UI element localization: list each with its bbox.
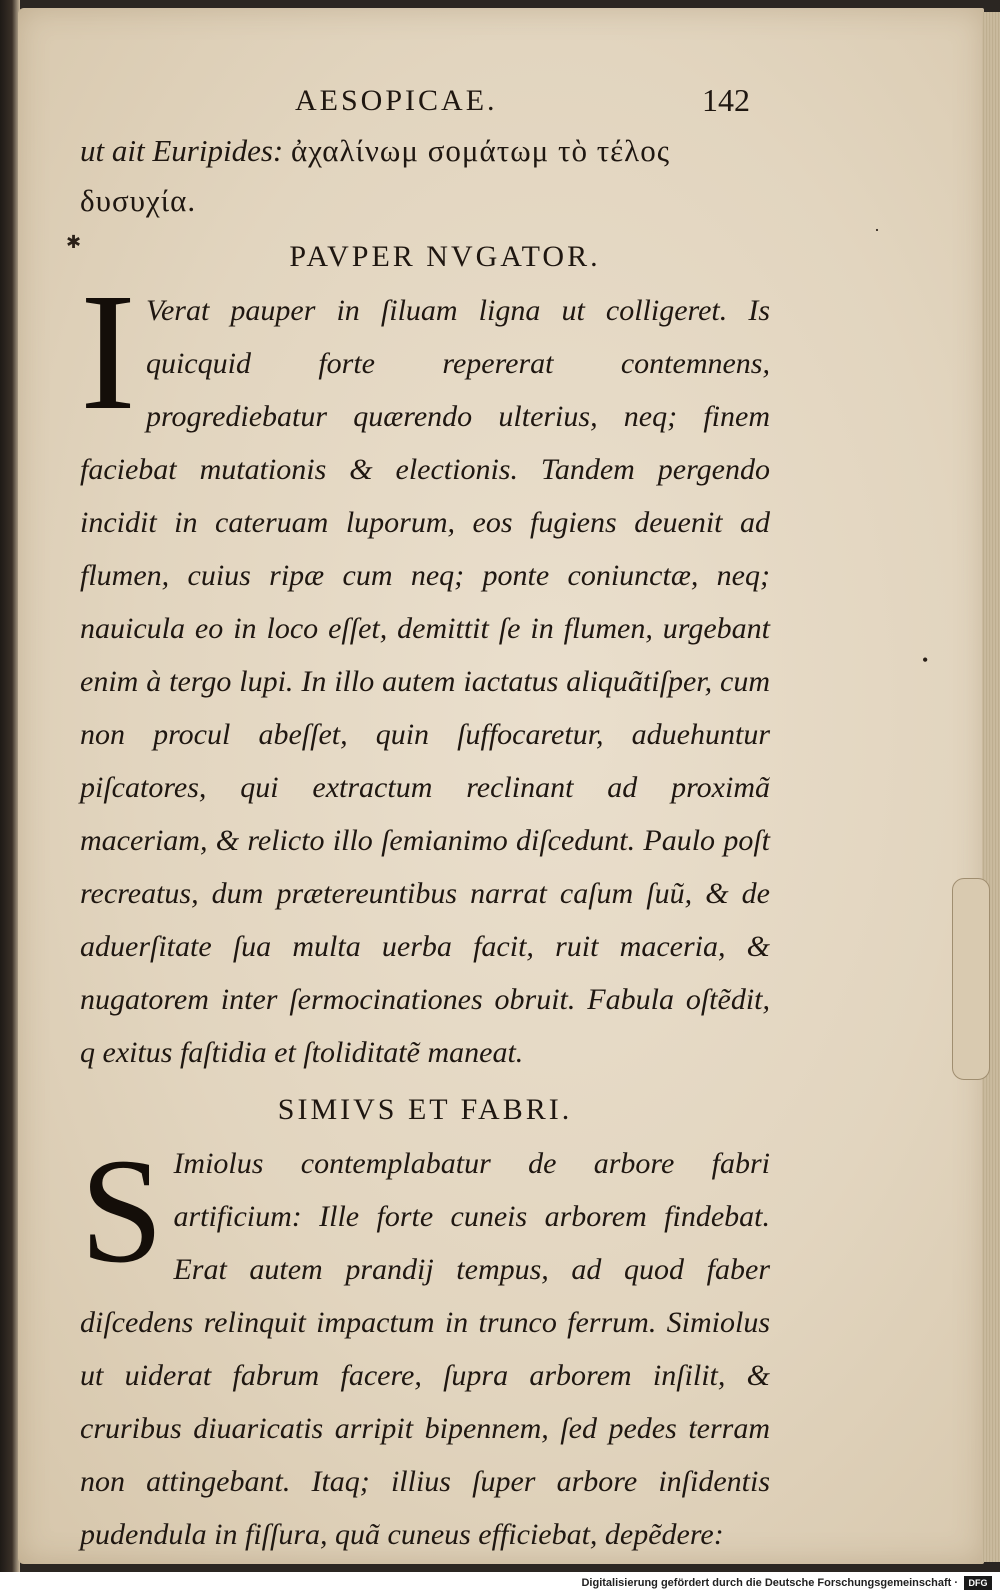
running-title: AESOPICAE.: [295, 84, 498, 117]
carryover-latin: ut ait Euripides:: [80, 133, 291, 168]
carryover-greek-line-2: δυσυχία.: [80, 183, 197, 218]
page-tab: [952, 878, 990, 1080]
fable-title: PAVPER NVGATOR.: [289, 240, 601, 273]
page-header: [80, 80, 770, 126]
drop-cap-initial: I: [80, 259, 136, 445]
carryover-text: [80, 126, 770, 226]
ornament-mark: ✱: [66, 232, 82, 252]
carryover-greek-line-1: ἀχαλίνωμ σομάτωμ τὸ τέλος: [290, 133, 670, 168]
page-text-block: [80, 80, 770, 1561]
ink-speck: •: [922, 650, 929, 670]
funding-credit: Digitalisierung gefördert durch die Deutsche Forschungsgemeinschaft ·: [581, 1577, 958, 1589]
ink-speck: ·: [874, 220, 880, 240]
fable-text: [80, 1128, 770, 1561]
digitization-footer: [0, 1574, 1000, 1594]
fable-text: [80, 259, 770, 1079]
page-number: 142: [702, 82, 750, 118]
fable-body: Imiolus contemplabatur de arbore fabri artificium: Ille forte cuneis arborem findebat. Erat autem prandij tempus, ad quod faber diſcedens relinquit impactum in trunco ferrum. Simiolus ut uiderat fabrum facere, ſupra arborem inſilit, & cruribus diuaricatis arripit bipennem, ſed pedes terram non attingebant. Itaq; illius ſuper arbore inſidentis pudendula in fiſſura, quã cuneus efficiebat, depẽdere:: [80, 1147, 770, 1551]
page-fore-edge: [982, 12, 1000, 1562]
facing-page-edge: [0, 0, 20, 1572]
fable-title: SIMIVS ET FABRI.: [277, 1093, 573, 1126]
drop-cap-initial: S: [80, 1128, 164, 1294]
fable-body: Verat pauper in ſiluam ligna ut colligeret. Is quicquid forte repererat contemnens, progrediebatur quærendo ulterius, neq; finem faciebat mutationis & electionis. Tandem pergendo incidit in cateruam luporum, eos fugiens deuenit ad flumen, cuius ripæ cum neq; ponte coniunctæ, neq; nauicula eo in loco eſſet, demittit ſe in flumen, urgebant enim à tergo lupi. In illo autem iactatus aliquãtiſper, cum non procul abeſſet, quin ſuffocaretur, aduehuntur piſcatores, qui extractum reclinant ad proximã maceriam, & relicto illo ſemianimo diſcedunt. Paulo poſt recreatus, dum prætereuntibus narrat caſum ſuũ, & de aduerſitate ſua multa uerba facit, ruit maceria, & nugatorem inter ſermocinationes obruit. Fabula oſtẽdit, q exitus faſtidia et ſtoliditatẽ maneat.: [80, 294, 770, 1069]
dfg-logo: DFG: [964, 1576, 992, 1590]
